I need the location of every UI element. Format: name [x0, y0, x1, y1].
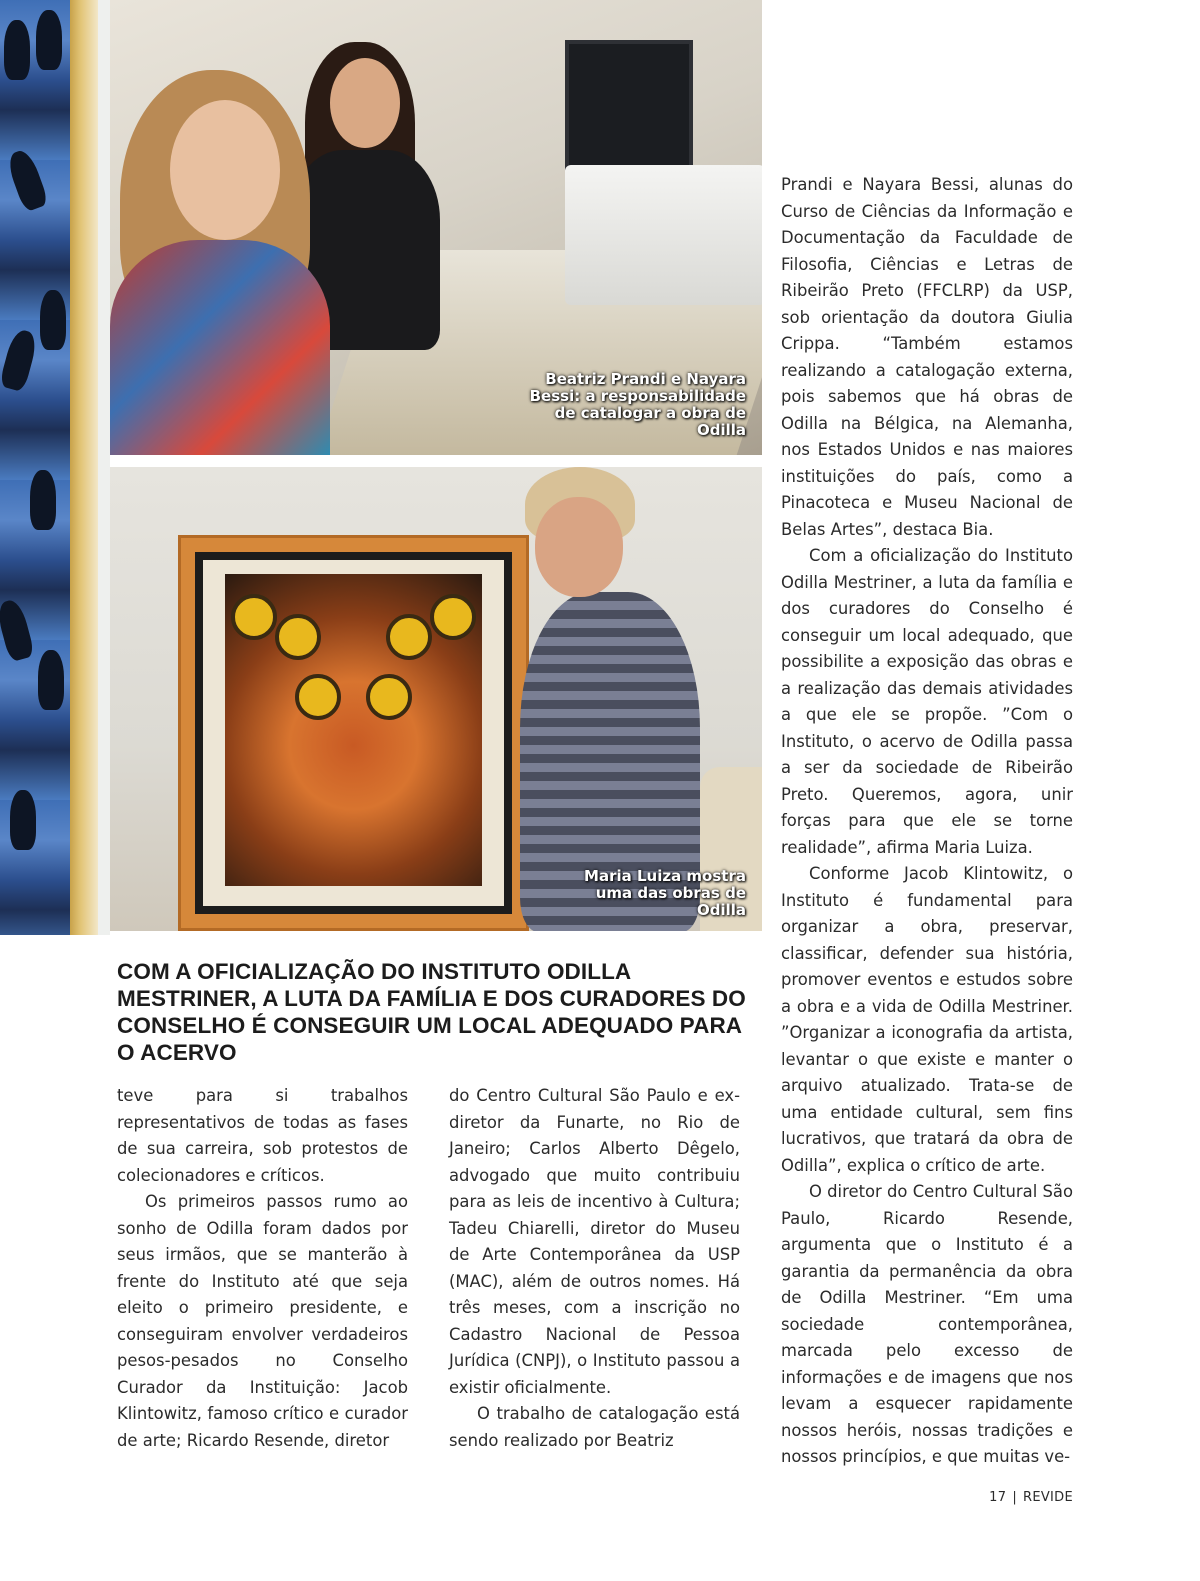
photo-caption: Beatriz Prandi e Nayara Bessi: a responsabilidade de catalogar a obra de Odilla	[529, 370, 746, 439]
painting-artwork	[225, 574, 482, 886]
tapestry-artwork-edge	[0, 0, 70, 935]
article-column-2	[449, 1083, 740, 1454]
article-column-1	[117, 1083, 408, 1454]
photo-students-cataloguing	[110, 0, 762, 455]
woman-face	[535, 497, 623, 597]
article-column-3	[781, 172, 1073, 1471]
page-footer	[989, 1490, 1073, 1505]
paragraph: Prandi e Nayara Bessi, alunas do Curso de Ciências da Informação e Documentação da Faculdade de Filosofia, Ciências e Letras de Ribeirão Preto (FFCLRP) da USP, sob orientação da doutora Giulia Crippa. “Também estamos realizando a catalogação externa, pois sabemos que há obras de Odilla na Bélgica, na Alemanha, nos Estados Unidos e nas maiores instituições do país, como a Pinacoteca e Museu Nacional de Belas Artes”, destaca Bia.	[781, 175, 1073, 539]
paragraph: Com a oficialização do Instituto Odilla Mestriner, a luta da família e dos curadores do Conselho é conseguir um local adequado, que possibilite a exposição das obras e a realização das demais atividades a que ele se propõe. ”Com o Instituto, o acervo de Odilla passa a ser da sociedade de Ribeirão Preto. Queremos, agora, unir forças para que ele se torne realidade”, afirma Maria Luiza.	[781, 546, 1073, 857]
paragraph: Conforme Jacob Klintowitz, o Instituto é fundamental para organizar a obra, preservar, classificar, defender sua história, promover eventos e estudos sobre a obra e a vida de Odilla Mestriner. ”Organizar a iconografia da artista, levantar o que existe e manter o arquivo atualizado. Trata-se de uma entidade cultural, sem fins lucrativos, que tratará da obra de Odilla”, explica o crítico de arte.	[781, 864, 1073, 1175]
magazine-name: REVIDE	[1023, 1490, 1073, 1505]
woman-face	[170, 100, 280, 240]
photo-caption: Maria Luiza mostra uma das obras de Odilla	[584, 867, 746, 919]
paragraph: teve para si trabalhos representativos de todas as fases de sua carreira, sob protestos de colecionadores e críticos.	[117, 1086, 408, 1185]
folio-separator: |	[1012, 1490, 1017, 1505]
paragraph: Os primeiros passos rumo ao sonho de Odilla foram dados por seus irmãos, que se manterão à frente do Instituto até que seja eleito o primeiro presidente, e conseguiram envolver verdadeiros pesos-pesados no Conselho Curador da Instituição: Jacob Klintowitz, famoso crítico e curador de arte; Ricardo Resende, diretor	[117, 1192, 408, 1450]
printer	[565, 165, 762, 305]
headline: COM A OFICIALIZAÇÃO DO INSTITUTO ODILLA MESTRINER, A LUTA DA FAMÍLIA E DOS CURADORES DO CONSELHO É CONSEGUIR UM LOCAL ADEQUADO PARA O ACERVO	[117, 959, 746, 1065]
tapestry-frame	[70, 0, 98, 935]
paragraph: O trabalho de catalogação está sendo realizado por Beatriz	[449, 1404, 740, 1450]
paragraph: O diretor do Centro Cultural São Paulo, Ricardo Resende, argumenta que o Instituto é a garantia da permanência da obra de Odilla Mestriner. “Em uma sociedade contemporânea, marcada pelo excesso de informações e de imagens que nos levam a esquecer rapidamente nossos heróis, nossas tradições e nossos princípios, e que muitas ve-	[781, 1182, 1073, 1466]
framed-painting	[178, 535, 529, 931]
page-number: 17	[989, 1490, 1007, 1505]
woman-patterned-top	[110, 240, 330, 455]
woman-face	[330, 58, 400, 148]
wall-strip	[98, 0, 110, 935]
photo-maria-luiza-with-painting	[110, 467, 762, 931]
paragraph: do Centro Cultural São Paulo e ex-diretor da Funarte, no Rio de Janeiro; Carlos Alberto Dêgelo, advogado que muito contribuiu para as leis de incentivo à Cultura; Tadeu Chiarelli, diretor do Museu de Arte Contemporânea da USP (MAC), além de outros nomes. Há três meses, com a inscrição no Cadastro Nacional de Pessoa Jurídica (CNPJ), o Instituto passou a existir oficialmente.	[449, 1086, 740, 1397]
computer-monitor	[565, 40, 693, 178]
